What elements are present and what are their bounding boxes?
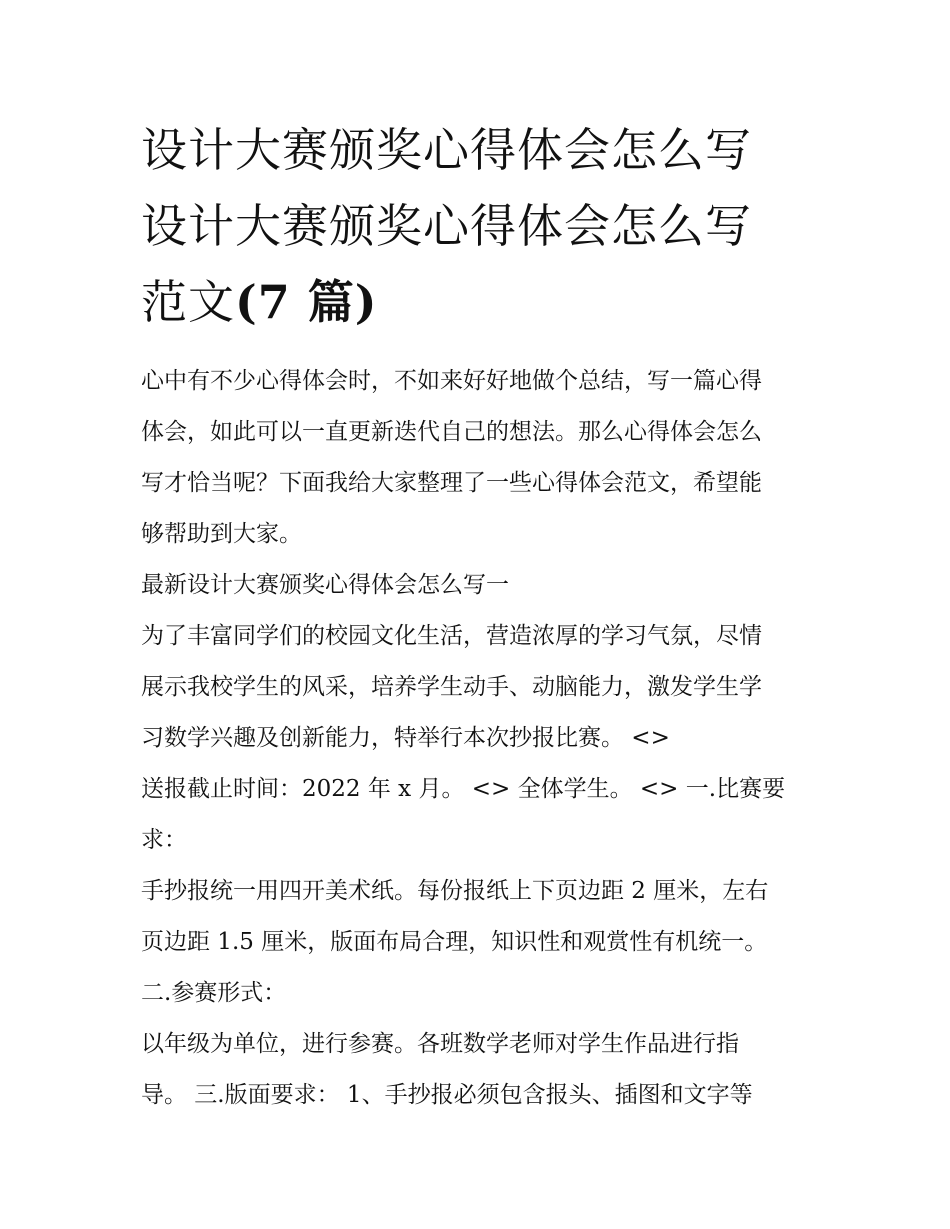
document-body <box>141 356 821 1121</box>
body-line: 以年级为单位，进行参赛。各班数学老师对学生作品进行指 <box>141 1031 739 1057</box>
body-line: 求： <box>141 827 187 853</box>
title-line-1: 设计大赛颁奖心得体会怎么写 <box>141 123 752 177</box>
section-heading: 二.参赛形式： <box>141 980 287 1006</box>
body-line: 页边距 1.5 厘米，版面布局合理，知识性和观赏性有机统一。 <box>141 929 768 955</box>
body-line: 够帮助到大家。 <box>141 521 302 547</box>
section-heading: 最新设计大赛颁奖心得体会怎么写一 <box>141 572 509 598</box>
title-line-2: 设计大赛颁奖心得体会怎么写 <box>141 199 752 253</box>
body-line: 写才恰当呢？下面我给大家整理了一些心得体会范文，希望能 <box>141 470 762 496</box>
title-line-3 <box>141 264 841 340</box>
body-line: 手抄报统一用四开美术纸。每份报纸上下页边距 2 厘米，左右 <box>141 878 769 904</box>
body-line: 心中有不少心得体会时，不如来好好地做个总结，写一篇心得 <box>141 368 762 394</box>
body-line: 体会，如此可以一直更新迭代自己的想法。那么心得体会怎么 <box>141 419 762 445</box>
body-line: 送报截止时间：2022 年 x 月。 <> 全体学生。 <> 一.比赛要 <box>141 776 786 802</box>
title-line-3-count: (7 篇) <box>235 275 378 329</box>
document-title <box>141 112 841 340</box>
body-line: 展示我校学生的风采，培养学生动手、动脑能力，激发学生学 <box>141 674 762 700</box>
body-line: 导。 三.版面要求： 1、手抄报必须包含报头、插图和文字等 <box>141 1082 753 1108</box>
body-line: 习数学兴趣及创新能力，特举行本次抄报比赛。 <> <box>141 725 670 751</box>
title-line-3-text: 范文 <box>141 275 235 329</box>
body-line: 为了丰富同学们的校园文化生活，营造浓厚的学习气氛，尽情 <box>141 623 762 649</box>
